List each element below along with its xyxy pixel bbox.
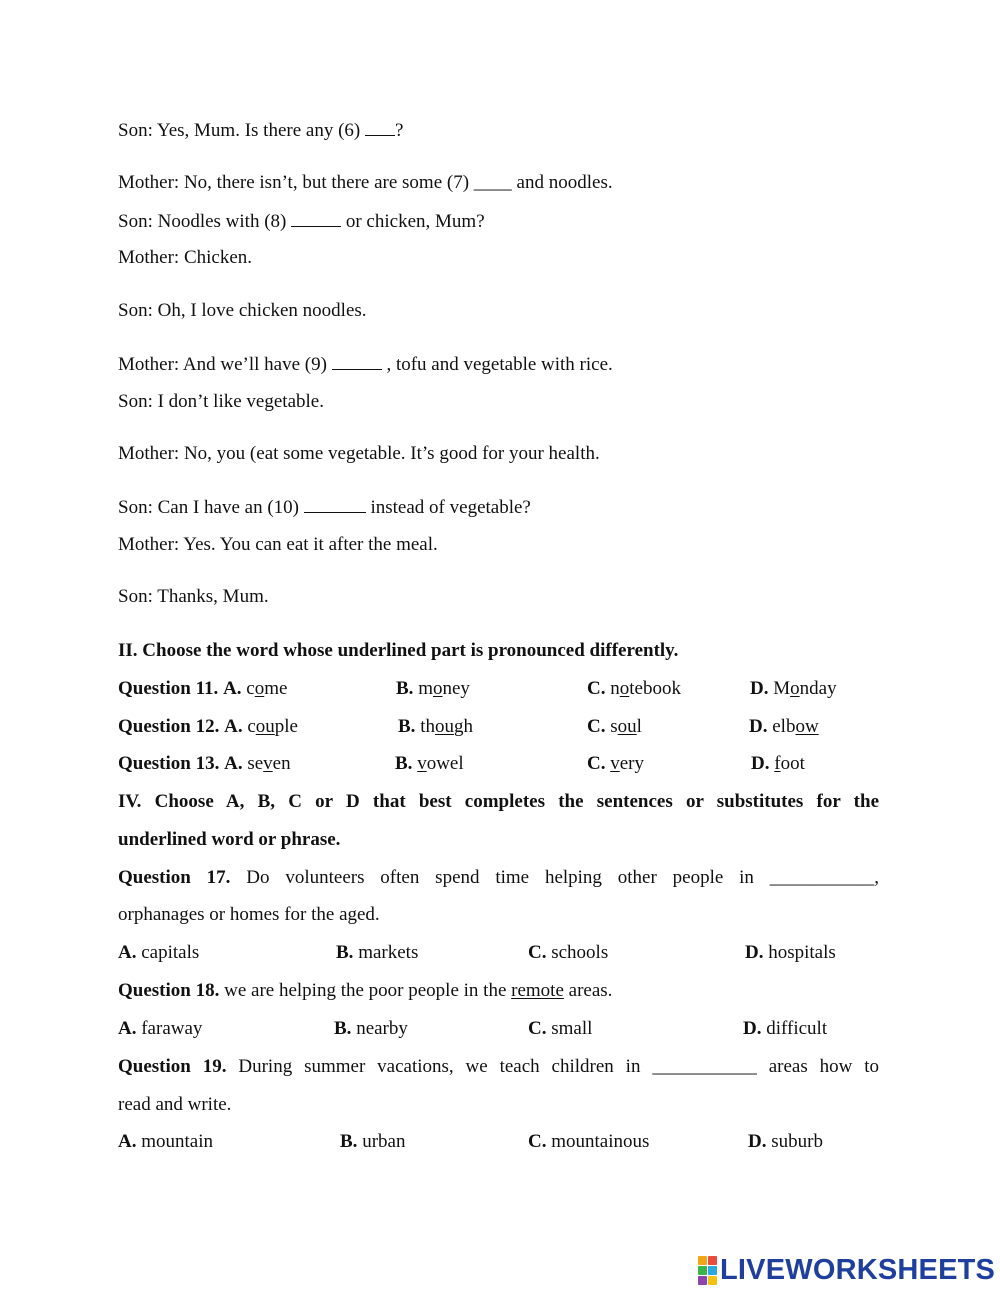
question-18-option-b[interactable]: B. nearby [334, 1018, 408, 1039]
logo-text: LIVEWORKSHEETS [720, 1253, 996, 1286]
dialogue-line-6: Son: Yes, Mum. Is there any (6) ? [118, 120, 404, 141]
question-19-option-b[interactable]: B. urban [340, 1131, 406, 1152]
question-11-option-c[interactable]: C. notebook [587, 678, 681, 699]
dialogue-line: Son: Thanks, Mum. [118, 586, 269, 607]
dialogue-line: Mother: Chicken. [118, 247, 253, 268]
question-17-option-b[interactable]: B. markets [336, 942, 419, 963]
question-12-option-d[interactable]: D. elbow [749, 716, 819, 737]
question-18-option-c[interactable]: C. small [528, 1018, 593, 1039]
section-heading: IV. Choose A, B, C or D that best completes the sentences or substitutes for the [118, 791, 879, 812]
answer-blank-6[interactable] [365, 119, 395, 136]
question-18-text: Question 18. we are helping the poor people in the remote areas. [118, 980, 613, 1001]
question-12-option-a[interactable]: Question 12. A. couple [118, 716, 298, 737]
answer-blank-8[interactable] [291, 210, 341, 227]
answer-blank-17[interactable]: ___________ [769, 867, 875, 888]
question-13-option-c[interactable]: C. very [587, 753, 644, 774]
dialogue-line: Mother: Yes. You can eat it after the meal. [118, 534, 438, 555]
answer-blank-9[interactable] [332, 353, 382, 370]
question-13-option-b[interactable]: B. vowel [395, 753, 464, 774]
question-17-option-a[interactable]: A. capitals [118, 942, 200, 963]
question-12-option-b[interactable]: B. though [398, 716, 473, 737]
question-13-option-a[interactable]: Question 13. A. seven [118, 753, 291, 774]
question-13-option-d[interactable]: D. foot [751, 753, 805, 774]
answer-blank-7[interactable]: ____ [473, 172, 512, 193]
question-17-text: Question 17. Do volunteers often spend time helping other people in ___________, [118, 867, 879, 888]
question-19-option-a[interactable]: A. mountain [118, 1131, 214, 1152]
question-11-option-d[interactable]: D. Monday [750, 678, 837, 699]
question-17-text-continued: orphanages or homes for the aged. [118, 904, 380, 925]
dialogue-line-7: Mother: No, there isn’t, but there are some (7) ____ and noodles. [118, 172, 613, 193]
section-heading: II. Choose the word whose underlined part is pronounced differently. [118, 640, 679, 661]
question-12-option-c[interactable]: C. soul [587, 716, 642, 737]
dialogue-line-9: Mother: And we’ll have (9) , tofu and vegetable with rice. [118, 354, 613, 375]
liveworksheets-logo [698, 1254, 995, 1286]
question-18-option-d[interactable]: D. difficult [743, 1018, 828, 1039]
section-heading-continued: underlined word or phrase. [118, 829, 341, 850]
question-11-option-b[interactable]: B. money [396, 678, 470, 699]
question-17-option-d[interactable]: D. hospitals [745, 942, 836, 963]
dialogue-line: Mother: No, you (eat some vegetable. It’s good for your health. [118, 443, 600, 464]
question-19-option-d[interactable]: D. suburb [748, 1131, 823, 1152]
dialogue-line-10: Son: Can I have an (10) instead of vegetable? [118, 497, 531, 518]
question-19-text-continued: read and write. [118, 1094, 232, 1115]
question-19-text: Question 19. During summer vacations, we teach children in ___________ areas how to [118, 1056, 879, 1077]
answer-blank-19[interactable]: ___________ [652, 1056, 757, 1077]
dialogue-line-8: Son: Noodles with (8) or chicken, Mum? [118, 211, 485, 232]
question-19-option-c[interactable]: C. mountainous [528, 1131, 650, 1152]
answer-blank-10[interactable] [304, 496, 366, 513]
dialogue-line: Son: I don’t like vegetable. [118, 391, 324, 412]
question-11-option-a[interactable]: Question 11. A. come [118, 678, 288, 699]
question-17-option-c[interactable]: C. schools [528, 942, 609, 963]
logo-icon [698, 1256, 717, 1285]
dialogue-line: Son: Oh, I love chicken noodles. [118, 300, 367, 321]
question-18-option-a[interactable]: A. faraway [118, 1018, 203, 1039]
